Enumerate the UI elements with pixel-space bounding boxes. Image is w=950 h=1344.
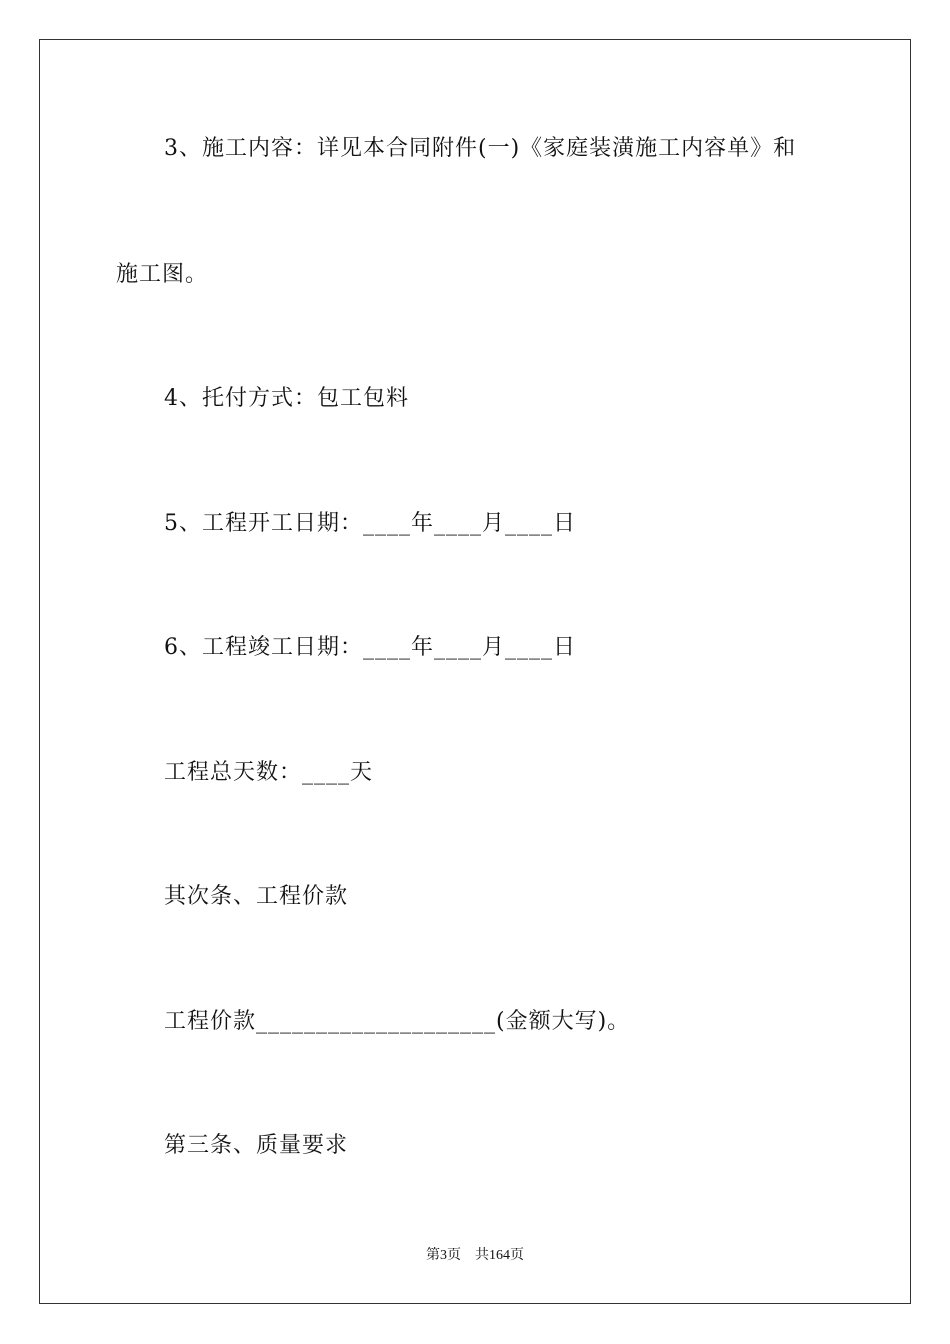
project-price-line: 工程价款____________________(金额大写)。 [164,1009,631,1034]
page-border [39,39,911,1304]
page-number: 第3页 [426,1248,461,1263]
clause-6-completion-date: 6、工程竣工日期：____年____月____日 [164,635,576,660]
clause-5-start-date: 5、工程开工日期：____年____月____日 [164,511,576,536]
total-pages: 共164页 [475,1248,524,1263]
clause-4-contract-method: 4、托付方式：包工包料 [164,386,409,411]
page-footer [0,1247,950,1265]
total-days-line: 工程总天数：____天 [164,760,374,785]
article-2-heading: 其次条、工程价款 [164,884,349,909]
clause-3-construction-content: 3、施工内容：详见本合同附件(一)《家庭装潢施工内容单》和 [164,136,797,161]
clause-3-continuation: 施工图。 [116,262,209,287]
article-3-heading: 第三条、质量要求 [164,1133,349,1158]
